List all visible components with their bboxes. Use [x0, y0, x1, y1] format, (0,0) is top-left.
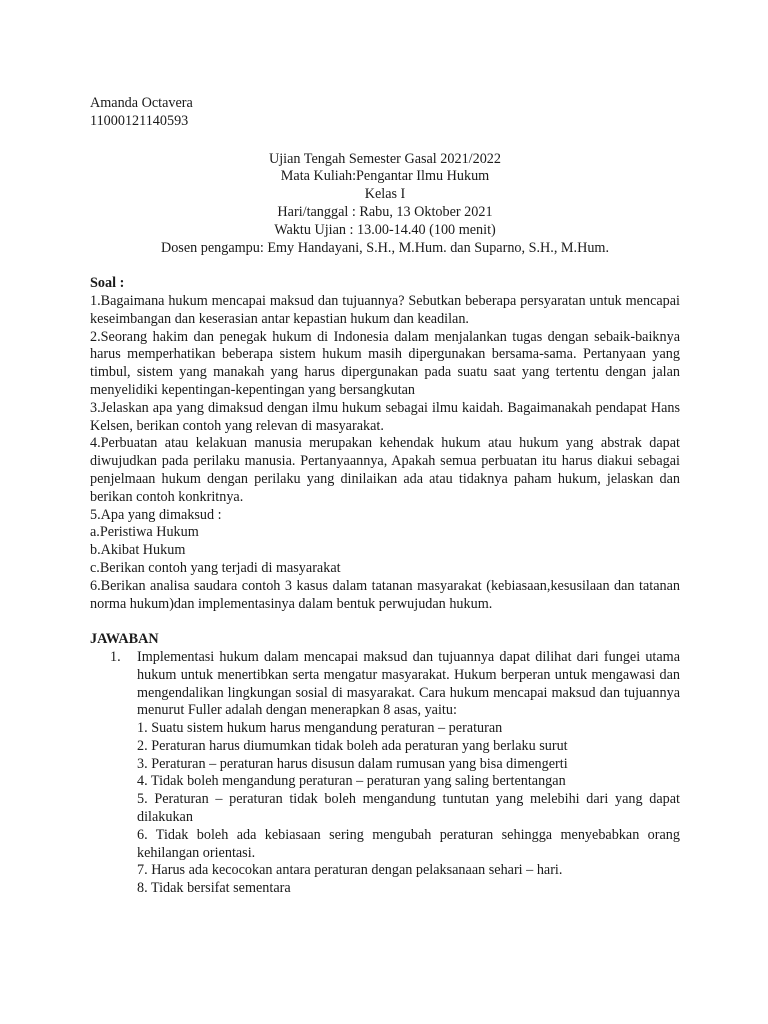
asas-item: 5. Peraturan – peraturan tidak boleh mengandung tuntutan yang melebihi dari yang dapat dilakukan: [137, 791, 680, 826]
asas-item: 3. Peraturan – peraturan harus disusun dalam rumusan yang bisa dimengerti: [137, 755, 568, 772]
lecturers: Dosen pengampu: Emy Handayani, S.H., M.Hum. dan Suparno, S.H., M.Hum.: [160, 239, 610, 256]
exam-title: Ujian Tengah Semester Gasal 2021/2022: [268, 150, 501, 167]
exam-date: Hari/tanggal : Rabu, 13 Oktober 2021: [277, 203, 493, 220]
course-name: Mata Kuliah:Pengantar Ilmu Hukum: [280, 168, 490, 185]
questions-heading: Soal :: [90, 275, 125, 292]
asas-item: 8. Tidak bersifat sementara: [137, 880, 291, 897]
question-6: 6.Berikan analisa saudara contoh 3 kasus dalam tatanan masyarakat (kebiasaan,kesusilaan dan tatanan norma hukum)dan implementasinya dalam bentuk perwujudan hukum.: [90, 577, 680, 612]
question-3: 3.Jelaskan apa yang dimaksud dengan ilmu hukum sebagai ilmu kaidah. Bagaimanakah pendapat Hans Kelsen, berikan contoh yang relevan di masyarakat.: [90, 399, 680, 434]
exam-header: [90, 151, 680, 258]
answer-1: [90, 649, 680, 898]
asas-item: 2. Peraturan harus diumumkan tidak boleh ada peraturan yang berlaku surut: [137, 737, 568, 754]
answer-number: 1.: [110, 648, 121, 665]
asas-item: 6. Tidak boleh ada kebiasaan sering mengubah peraturan sehingga menyebabkan orang kehilangan orientasi.: [137, 826, 680, 861]
student-id: 11000121140593: [90, 112, 189, 129]
question-5c: c.Berikan contoh yang terjadi di masyarakat: [90, 559, 341, 576]
asas-item: 4. Tidak boleh mengandung peraturan – peraturan yang saling bertentangan: [137, 773, 566, 790]
question-4: 4.Perbuatan atau kelakuan manusia merupakan kehendak hukum atau hukum yang abstrak dapat diwujudkan pada perilaku manusia. Pertanyaannya, Apakah semua perbuatan itu harus diakui sebagai penjelmaan hukum dengan perilaku yang dinilaikan ada atau tidaknya paham hukum, jelaskan dan berikan contoh konkritnya.: [90, 435, 680, 505]
asas-item: 7. Harus ada kecocokan antara peraturan dengan pelaksanaan sehari – hari.: [137, 862, 563, 879]
exam-time: Waktu Ujian : 13.00-14.40 (100 menit): [274, 221, 496, 238]
answers-heading: JAWABAN: [90, 631, 159, 648]
class-name: Kelas I: [364, 186, 406, 203]
student-name: Amanda Octavera: [90, 95, 193, 111]
document-page: [90, 95, 680, 898]
question-5b: b.Akibat Hukum: [90, 542, 186, 559]
question-5a: a.Peristiwa Hukum: [90, 524, 199, 541]
answers-section: [90, 631, 680, 898]
questions-section: [90, 275, 680, 613]
answer-1-intro: Implementasi hukum dalam mencapai maksud dan tujuannya dapat dilihat dari fungei utama hukum untuk menertibkan serta mengatur masyarakat. Hukum berperan untuk mengawasi dan mengendalikan lingkungan sosial di masyarakat. Cara hukum mencapai maksud dan tujuannya menurut Fuller adalah dengan menerapkan 8 asas, yaitu:: [137, 648, 680, 719]
asas-item: 1. Suatu sistem hukum harus mengandung peraturan – peraturan: [137, 720, 503, 737]
question-5: 5.Apa yang dimaksud :: [90, 506, 222, 523]
question-2: 2.Seorang hakim dan penegak hukum di Indonesia dalam menjalankan tugas dengan sebaik-baiknya harus memperhatikan beberapa sistem hukum masih dipergunakan bersama-sama. Pertanyaan yang timbul, sistem yang manakah yang harus dipergunakan pada suatu saat yang tertentu dengan jalan menyelidiki kepentingan-kepentingan yang bersangkutan: [90, 328, 680, 398]
question-1: 1.Bagaimana hukum mencapai maksud dan tujuannya? Sebutkan beberapa persyaratan untuk mencapai keseimbangan dan keserasian antar kepastian hukum dan keadilan.: [90, 292, 680, 327]
